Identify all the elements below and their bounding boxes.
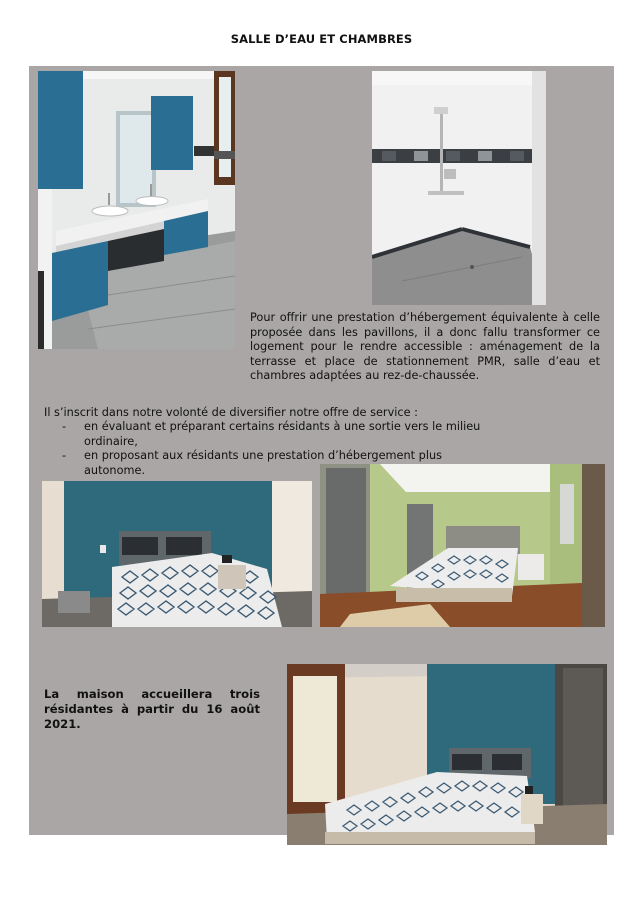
description-paragraph: Pour offrir une prestation d’hébergement équivalente à celle proposée dans les pavillons, il a donc fallu transformer ce logement pour le rendre accessible : aménagement de la terrasse et place de stationnement PMR, salle d’eau et chambres adaptées au rez-de-chaussée. bbox=[250, 311, 600, 383]
photo-bedroom-green bbox=[320, 464, 605, 627]
bullet-text: en évaluant et préparant certains résidants à une sortie vers le milieu ordinaire, bbox=[84, 420, 481, 448]
photo-bedroom-door bbox=[287, 664, 607, 845]
list-item bbox=[62, 420, 482, 449]
opening-announcement: La maison accueillera trois résidantes à partir du 16 août 2021. bbox=[44, 687, 260, 731]
bullet-dash: - bbox=[62, 420, 67, 433]
bullet-dash: - bbox=[62, 449, 67, 463]
photo-walk-in-shower bbox=[372, 71, 546, 305]
photo-bathroom-vanity bbox=[38, 71, 235, 349]
bullet-text: en proposant aux résidants une prestation d’hébergement plus autonome. bbox=[84, 449, 443, 477]
photo-bedroom-teal bbox=[42, 481, 312, 627]
page-title: SALLE D’EAU ET CHAMBRES bbox=[230, 32, 413, 46]
intro-text: Il s’inscrit dans notre volonté de diversifier notre offre de service : bbox=[44, 406, 418, 419]
